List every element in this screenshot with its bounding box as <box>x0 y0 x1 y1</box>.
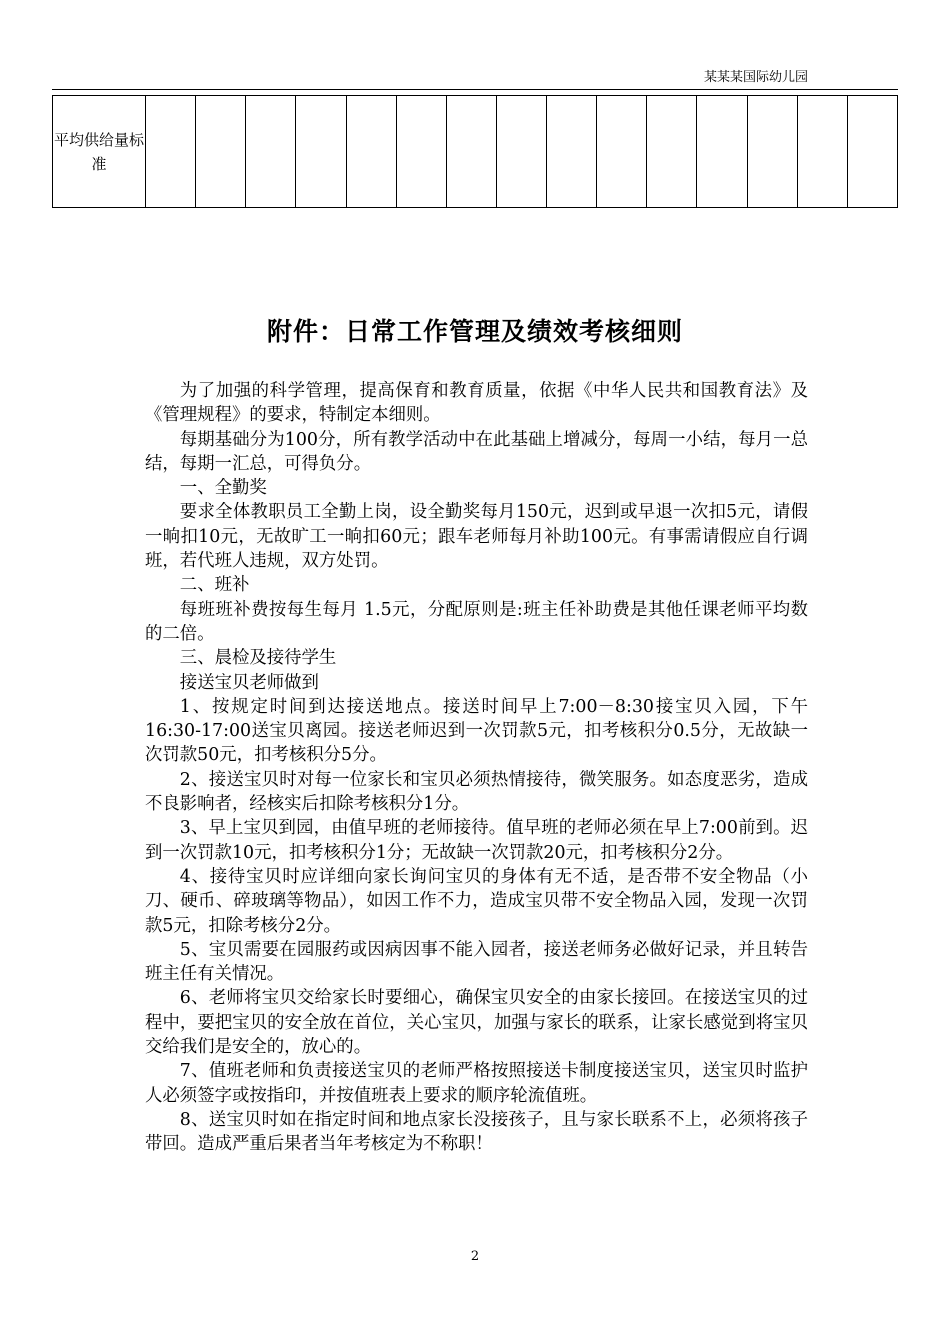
paragraph: 为了加强的科学管理，提高保育和教育质量，依据《中华人民共和国教育法》及《管理规程》的要求，特制定本细则。 <box>145 381 808 426</box>
document-title: 附件：日常工作管理及绩效考核细则 <box>266 317 683 346</box>
page-number: 2 <box>470 1249 480 1264</box>
header-organization: 某某某国际幼儿园 <box>703 70 808 85</box>
paragraph: 要求全体教职员工全勤上岗，设全勤奖每月150元，迟到或早退一次扣5元，请假一晌扣10元，无故旷工一晌扣60元；跟车老师每月补助100元。有事需请假应自行调班，若代班人违规，双方处罚。 <box>145 502 808 572</box>
table-cell <box>647 96 697 208</box>
supply-table <box>52 95 898 208</box>
section-heading: 一、全勤奖 <box>179 478 267 499</box>
table-cell <box>496 96 546 208</box>
table-cell <box>396 96 446 208</box>
list-item: 5、宝贝需要在园服药或因病因事不能入园者，接送老师务必做好记录，并且转告班主任有关情况。 <box>145 939 808 985</box>
table-cell <box>747 96 797 208</box>
table-cell <box>847 96 897 208</box>
list-item: 2、接送宝贝时对每一位家长和宝贝必须热情接待，微笑服务。如态度恶劣，造成不良影响者，经核实后扣除考核积分1分。 <box>145 769 808 815</box>
table-cell <box>697 96 747 208</box>
table-cell <box>797 96 847 208</box>
document-body <box>145 379 808 1157</box>
table-row-label: 平均供给量标准 <box>53 96 146 208</box>
section-heading: 三、晨检及接待学生 <box>179 648 337 669</box>
header-rule <box>52 89 898 90</box>
list-item: 6、老师将宝贝交给家长时要细心，确保宝贝安全的由家长接回。在接送宝贝的过程中，要把宝贝的安全放在首位，关心宝贝，加强与家长的联系，让家长感觉到将宝贝交给我们是安全的，放心的。 <box>145 988 808 1058</box>
section-heading: 二、班补 <box>179 575 250 596</box>
paragraph: 接送宝贝老师做到 <box>179 672 319 693</box>
table-cell <box>146 96 196 208</box>
list-item: 8、送宝贝时如在指定时间和地点家长没接孩子，且与家长联系不上，必须将孩子带回。造成严重后果者当年考核定为不称职！ <box>145 1109 808 1155</box>
table-cell <box>296 96 346 208</box>
table-cell <box>597 96 647 208</box>
table-cell <box>446 96 496 208</box>
table-cell <box>547 96 597 208</box>
list-item: 4、接待宝贝时应详细向家长询问宝贝的身体有无不适，是否带不安全物品（小刀、硬币、碎玻璃等物品），如因工作不力，造成宝贝带不安全物品入园，发现一次罚款5元，扣除考核分2分。 <box>145 866 808 936</box>
list-item: 1、按规定时间到达接送地点。接送时间早上7:00－8:30接宝贝入园，下午16:30-17:00送宝贝离园。接送老师迟到一次罚款5元，扣考核积分0.5分，无故缺一次罚款50元，扣考核积分5分。 <box>145 696 808 766</box>
table-cell <box>196 96 246 208</box>
list-item: 7、值班老师和负责接送宝贝的老师严格按照接送卡制度接送宝贝，送宝贝时监护人必须签字或按指印，并按值班表上要求的顺序轮流值班。 <box>145 1061 808 1106</box>
table-row <box>53 96 898 208</box>
paragraph: 每班班补费按每生每月 1.5元，分配原则是:班主任补助费是其他任课老师平均数的二倍。 <box>145 599 808 644</box>
table-cell <box>246 96 296 208</box>
table-cell <box>346 96 396 208</box>
paragraph: 每期基础分为100分，所有教学活动中在此基础上增减分，每周一小结，每月一总结，每期一汇总，可得负分。 <box>145 429 808 474</box>
list-item: 3、早上宝贝到园，由值早班的老师接待。值早班的老师必须在早上7:00前到。迟到一次罚款10元，扣考核积分1分；无故缺一次罚款20元，扣考核积分2分。 <box>145 818 808 863</box>
